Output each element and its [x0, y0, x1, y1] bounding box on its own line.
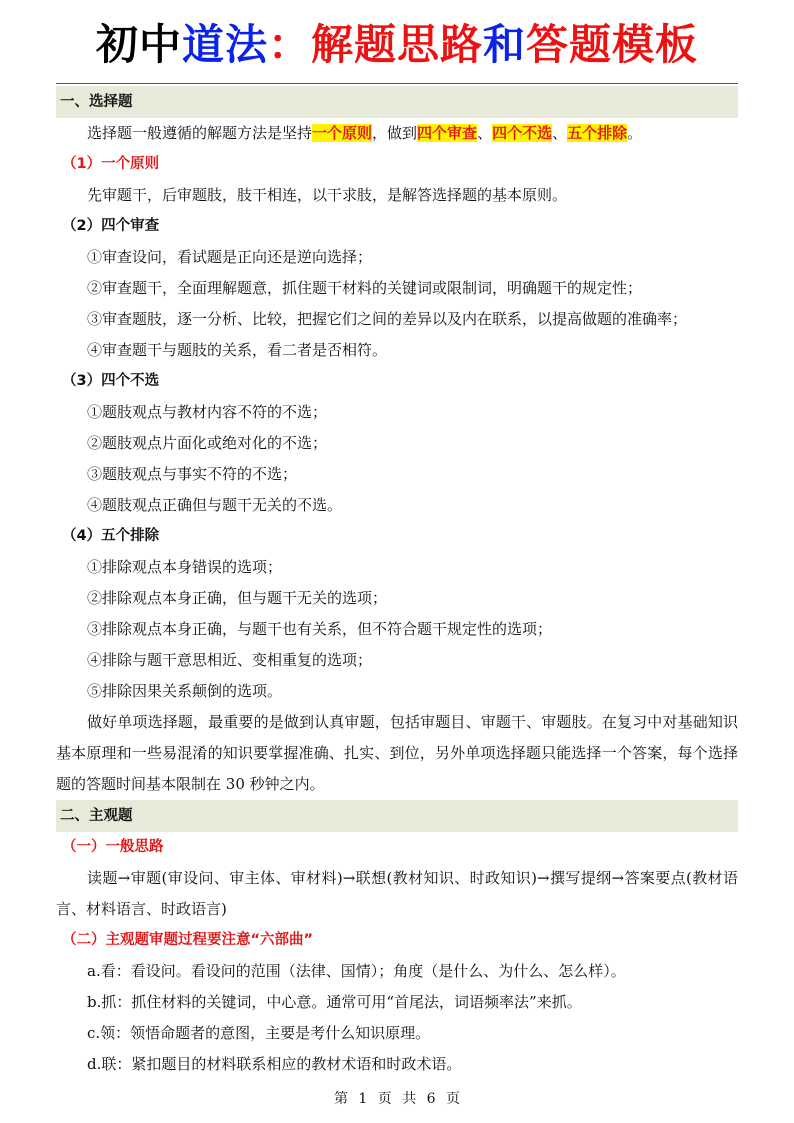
list-item: ⑤排除因果关系颠倒的选项。	[87, 682, 283, 700]
subheading-four-rejects: （3）四个不选	[62, 373, 160, 389]
highlight-four-rejects: 四个不选	[492, 124, 553, 142]
list-item: ②审查题干，全面理解题意，抓住题干材料的关键词或限制词，明确题干的规定性；	[87, 279, 643, 297]
subheading-general-approach: （一）一般思路	[62, 839, 164, 855]
list-item: ④审查题干与题肢的关系，看二者是否相符。	[87, 341, 388, 359]
list-item: ③排除观点本身正确，与题干也有关系，但不符合题干规定性的选项；	[87, 620, 553, 638]
list-item: ③审查题肢，逐一分析、比较，把握它们之间的差异以及内在联系，以提高做题的准确率；	[87, 310, 688, 328]
intro-sep: 、	[552, 124, 568, 142]
general-approach-text: 读题→审题(审设问、审主体、审材料)→联想(教材知识、时政知识)→撰写提纲→答案要点(教材语言、材料语言、时政语言)	[56, 869, 738, 918]
title-part-4: 和	[483, 20, 527, 69]
list-item: ④排除与题干意思相近、变相重复的选项；	[87, 651, 373, 669]
subheading-one-principle: （1）一个原则	[62, 156, 160, 172]
subheading-four-reviews: （2）四个审查	[62, 218, 160, 234]
intro-text: ，做到	[372, 124, 418, 142]
document-body	[56, 86, 738, 1080]
list-item: a.看：看设问。看设问的范围（法律、国情）；角度（是什么、为什么、怎么样）。	[87, 962, 626, 980]
list-item: ①题肢观点与教材内容不符的不选；	[87, 403, 328, 421]
title-divider	[56, 83, 738, 84]
choice-summary: 做好单项选择题，最重要的是做到认真审题，包括审题目、审题干、审题肢。在复习中对基础知识基本原理和一些易混淆的知识要掌握准确、扎实、到位，另外单项选择题只能选择一个答案，每个选择题的答题时间基本限制在 30 秒钟之内。	[56, 713, 738, 793]
title-part-1: 初中	[95, 20, 182, 69]
title-part-5: 答题模板	[526, 20, 699, 69]
intro-end: 。	[627, 124, 643, 142]
list-item: ②排除观点本身正确，但与题干无关的选项；	[87, 589, 388, 607]
subheading-five-excludes: （4）五个排除	[62, 528, 160, 544]
principle-text: 先审题干，后审题肢，肢干相连，以干求肢，是解答选择题的基本原则。	[87, 186, 568, 204]
subheading-six-steps: （二）主观题审题过程要注意“六部曲”	[62, 932, 314, 948]
list-item: ④题肢观点正确但与题干无关的不选。	[87, 496, 343, 514]
list-item: c.领：领悟命题者的意图，主要是考什么知识原理。	[87, 1024, 431, 1042]
choice-intro	[56, 118, 738, 149]
section-heading-subjective: 二、主观题	[56, 800, 738, 832]
list-item: d.联：紧扣题目的材料联系相应的教材术语和时政术语。	[87, 1055, 462, 1073]
section-heading-choice: 一、选择题	[56, 86, 738, 118]
page-title	[0, 14, 794, 76]
list-item: ①审查设问，看试题是正向还是逆向选择；	[87, 248, 373, 266]
list-item: b.抓：抓住材料的关键词，中心意。通常可用“首尾法，词语频率法”来抓。	[87, 993, 582, 1011]
title-part-3: ：解题思路	[267, 20, 483, 69]
highlight-four-reviews: 四个审查	[417, 124, 478, 142]
list-item: ①排除观点本身错误的选项；	[87, 558, 283, 576]
list-item: ②题肢观点片面化或绝对化的不选；	[87, 434, 328, 452]
list-item: ③题肢观点与事实不符的不选；	[87, 465, 298, 483]
page-footer: 第 1 页 共 6 页	[333, 1091, 461, 1107]
highlight-one-principle: 一个原则	[312, 124, 373, 142]
highlight-five-excludes: 五个排除	[567, 124, 628, 142]
intro-sep: 、	[477, 124, 493, 142]
intro-text: 选择题一般遵循的解题方法是坚持	[87, 124, 313, 142]
title-part-2: 道法	[181, 20, 268, 69]
